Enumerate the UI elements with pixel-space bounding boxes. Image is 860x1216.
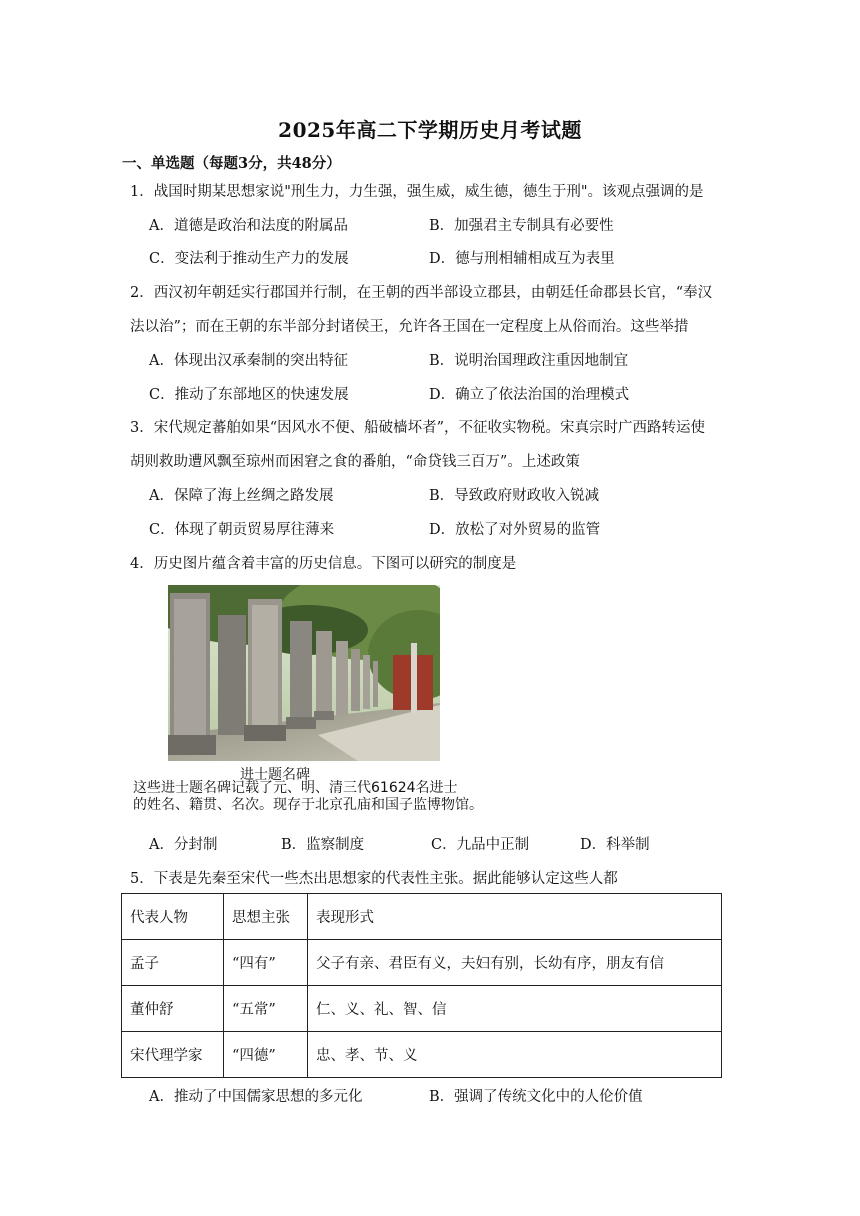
table-cell: 仁、义、礼、智、信 — [308, 986, 722, 1032]
stele-photo-illustration — [168, 585, 440, 761]
question-4-option-c: C．九品中正制 — [431, 837, 530, 853]
photo-caption-text — [133, 780, 483, 814]
question-4-stem: 4．历史图片蕴含着丰富的历史信息。下图可以研究的制度是 — [130, 556, 517, 572]
table-cell: 董仲舒 — [122, 986, 224, 1032]
question-5-stem: 5．下表是先秦至宋代一些杰出思想家的代表性主张。据此能够认定这些人都 — [130, 871, 618, 887]
question-4-option-d: D．科举制 — [580, 837, 650, 853]
question-2-option-b: B．说明治国理政注重因地制宜 — [429, 353, 629, 369]
question-3-option-a: A．保障了海上丝绸之路发展 — [149, 488, 334, 504]
question-3-option-c: C．体现了朝贡贸易厚往薄来 — [149, 522, 335, 538]
table-row — [122, 940, 722, 986]
question-1-option-a: A．道德是政治和法度的附属品 — [149, 218, 348, 234]
question-3-option-b: B．导致政府财政收入锐减 — [429, 488, 600, 504]
question-2-option-a: A．体现出汉承秦制的突出特征 — [149, 353, 348, 369]
table-cell: 父子有亲、君臣有义，夫妇有别，长幼有序，朋友有信 — [308, 940, 722, 986]
table-cell: “四有” — [224, 940, 308, 986]
question-1-stem: 1．战国时期某思想家说"刑生力，力生强，强生威，威生德，德生于刑"。该观点强调的是 — [130, 184, 704, 200]
thinkers-table — [121, 893, 722, 1078]
question-1-option-b: B．加强君主专制具有必要性 — [429, 218, 614, 234]
question-2-option-d: D．确立了依法治国的治理模式 — [429, 387, 630, 403]
question-5-option-b: B．强调了传统文化中的人伦价值 — [429, 1089, 643, 1105]
table-cell: 孟子 — [122, 940, 224, 986]
table-header-cell: 思想主张 — [224, 894, 308, 940]
question-2-option-c: C．推动了东部地区的快速发展 — [149, 387, 349, 403]
photo-caption-title: 进士题名碑 — [240, 767, 310, 783]
photo-caption-line-2: 的姓名、籍贯、名次。现存于北京孔庙和国子监博物馆。 — [133, 797, 483, 813]
table-cell: 宋代理学家 — [122, 1032, 224, 1078]
photo-caption-line-1: 这些进士题名碑记载了元、明、清三代61624名进士 — [133, 780, 458, 796]
question-1-option-d: D．德与刑相辅相成互为表里 — [429, 251, 615, 267]
table-cell: “四德” — [224, 1032, 308, 1078]
table-row — [122, 1032, 722, 1078]
question-3-stem-line1: 3．宋代规定蕃舶如果“因风水不便、船破樯坏者”，不征收实物税。宋真宗时广西路转运使 — [130, 420, 706, 436]
question-5-option-a: A．推动了中国儒家思想的多元化 — [149, 1089, 363, 1105]
question-2-stem-line1: 2．西汉初年朝廷实行郡国并行制，在王朝的西半部设立郡县，由朝廷任命郡县长官，“奉汉 — [130, 285, 713, 301]
section-heading: 一、单选题（每题3分，共48分） — [122, 155, 341, 172]
question-1-option-c: C．变法利于推动生产力的发展 — [149, 251, 349, 267]
stele-photo — [168, 585, 440, 761]
exam-title: 2025年高二下学期历史月考试题 — [278, 118, 582, 142]
question-3-option-d: D．放松了对外贸易的监管 — [429, 522, 601, 538]
table-header-row — [122, 894, 722, 940]
question-3-stem-line2: 胡则救助遭风飘至琼州而困窘之食的番舶，“命贷钱三百万”。上述政策 — [130, 454, 580, 470]
table-cell: “五常” — [224, 986, 308, 1032]
table-header-cell: 表现形式 — [308, 894, 722, 940]
table-cell: 忠、孝、节、义 — [308, 1032, 722, 1078]
table-row — [122, 986, 722, 1032]
table-header-cell: 代表人物 — [122, 894, 224, 940]
question-4-option-a: A．分封制 — [149, 837, 218, 853]
question-2-stem-line2: 法以治”；而在王朝的东半部分封诸侯王，允许各王国在一定程度上从俗而治。这些举措 — [130, 319, 689, 335]
question-4-option-b: B．监察制度 — [281, 837, 365, 853]
